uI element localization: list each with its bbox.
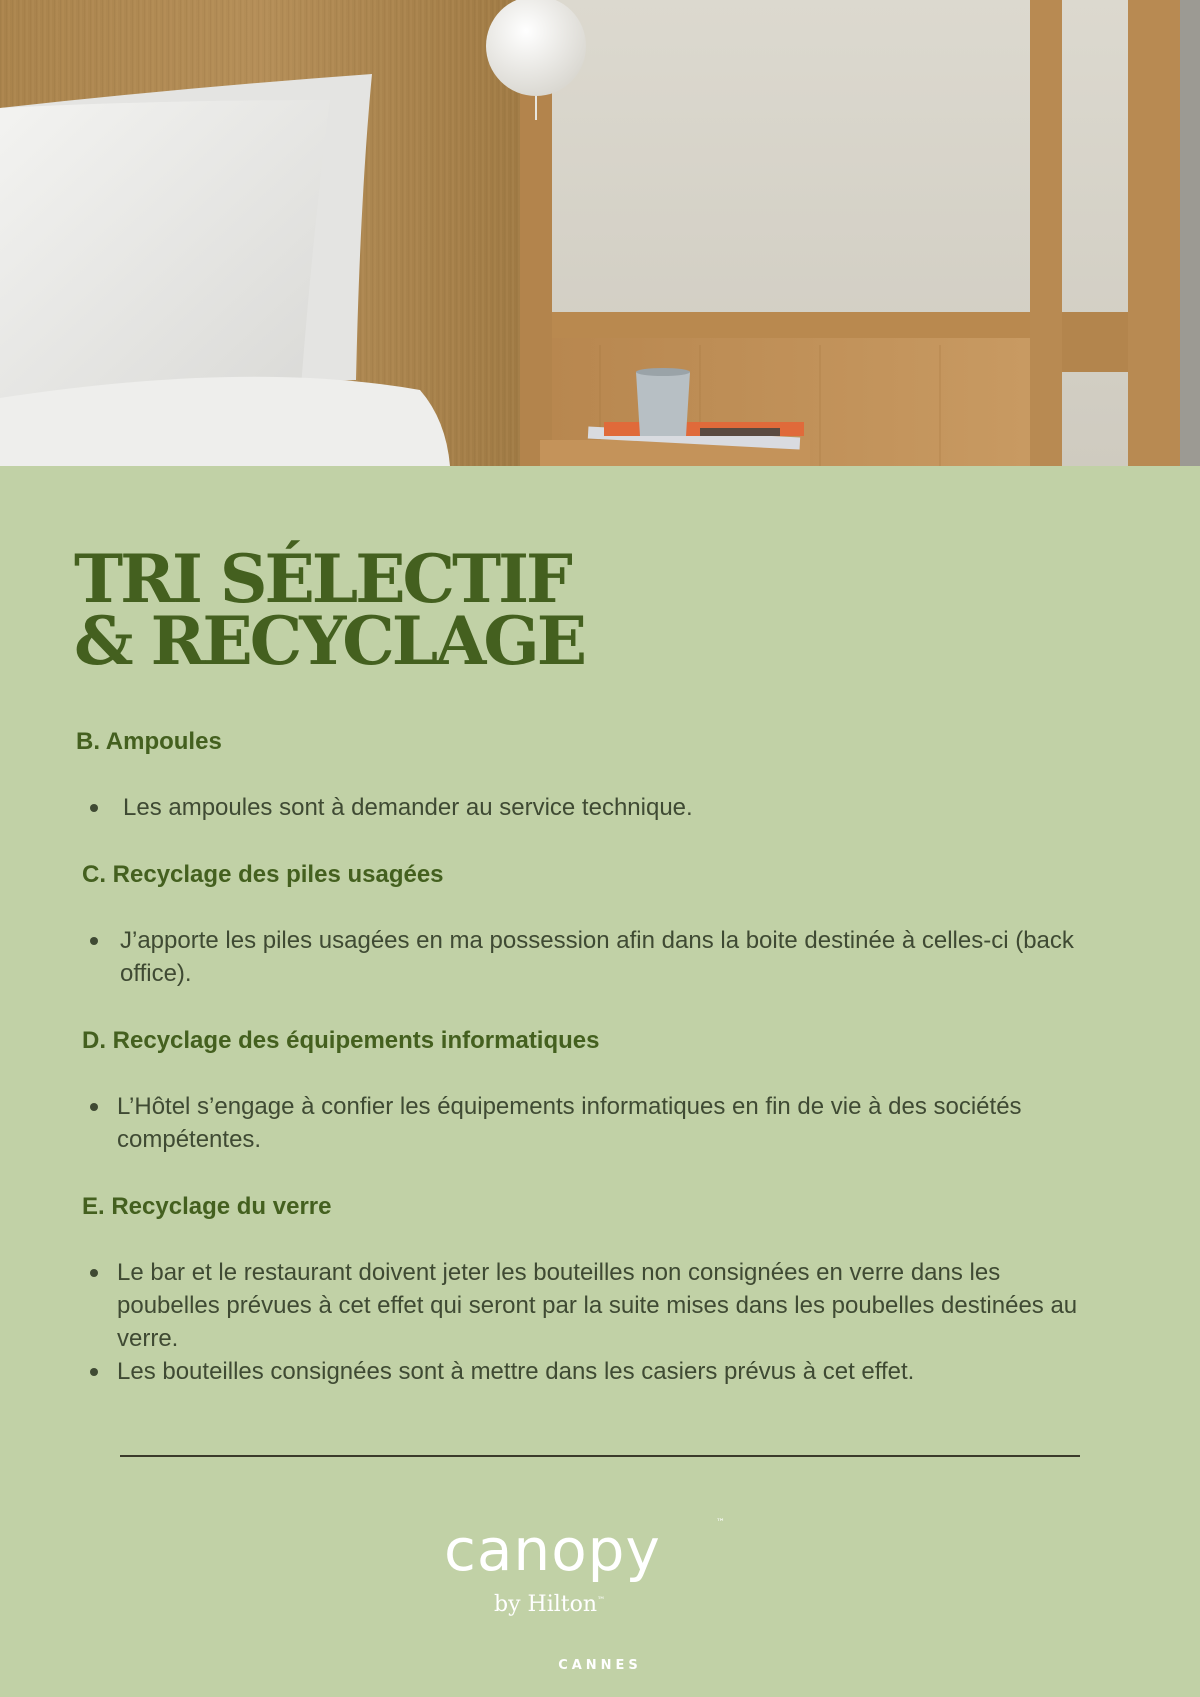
bullet-icon	[90, 1269, 98, 1277]
section-heading-verre: E. Recyclage du verre	[82, 1193, 332, 1220]
list-item-text: L’Hôtel s’engage à confier les équipements informatiques en fin de vie à des sociétés compétentes.	[117, 1093, 1022, 1153]
bullet-icon	[90, 1103, 98, 1111]
section-heading-informatique: D. Recyclage des équipements informatiques	[82, 1027, 600, 1054]
list-item-text: Les bouteilles consignées sont à mettre dans les casiers prévus à cet effet.	[117, 1358, 915, 1385]
list-item-text: Les ampoules sont à demander au service technique.	[123, 794, 693, 821]
bullet-icon	[90, 1368, 98, 1376]
logo-wordmark: canopy	[444, 1516, 661, 1584]
list-item	[90, 1090, 1100, 1156]
header-photo	[0, 0, 1200, 466]
list-item-text: J’apporte les piles usagées en ma possession afin dans la boite destinée à celles-ci (back office).	[120, 927, 1074, 987]
bullet-icon	[90, 804, 98, 812]
list-item	[90, 791, 1100, 824]
section-heading-ampoules: B. Ampoules	[76, 728, 222, 755]
section-heading-piles: C. Recyclage des piles usagées	[82, 861, 444, 888]
bullet-icon	[90, 937, 98, 945]
logo-city: CANNES	[558, 1658, 642, 1673]
title-line-1: TRI SÉLECTIF	[74, 540, 570, 618]
list-item	[90, 1355, 1105, 1388]
canopy-logo	[440, 1516, 770, 1673]
list-item-text: Le bar et le restaurant doivent jeter les bouteilles non consignées en verre dans les poubelles prévues à cet effet qui seront par la suite mises dans les poubelles destinées au verre.	[117, 1259, 1078, 1352]
page-title	[74, 540, 585, 680]
divider-line	[120, 1455, 1080, 1457]
hotel-room-image	[0, 0, 1200, 466]
logo-byline-tm: ™	[597, 1595, 606, 1605]
title-line-2: & RECYCLAGE	[74, 602, 585, 680]
logo-byline	[494, 1592, 605, 1617]
logo-trademark: ™	[716, 1518, 725, 1528]
list-item	[90, 924, 1090, 990]
logo-byline-text: by Hilton	[494, 1592, 598, 1617]
list-item	[90, 1256, 1105, 1355]
